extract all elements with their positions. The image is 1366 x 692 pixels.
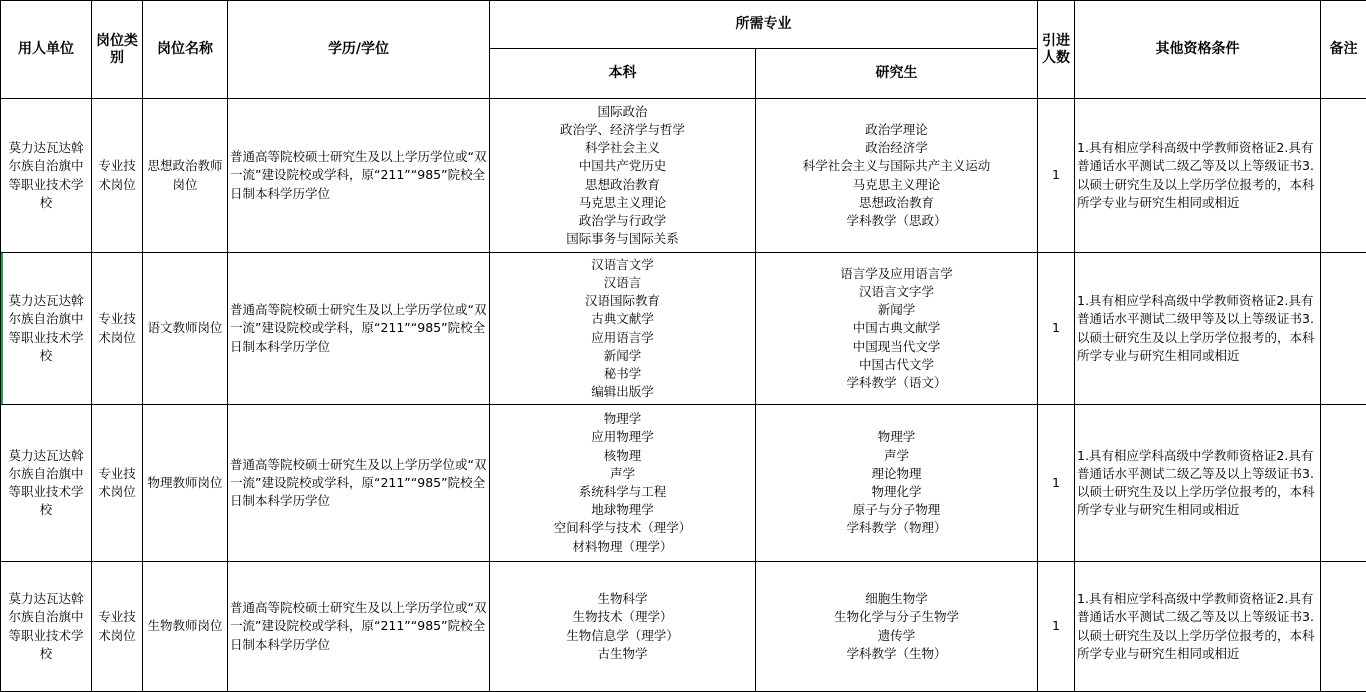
cell-unit[interactable]: 莫力达瓦达斡尔族自治旗中等职业技术学校	[1, 253, 92, 405]
cell-count[interactable]: 1	[1038, 253, 1075, 405]
major-item: 汉语言文学	[591, 256, 654, 272]
cell-remarks[interactable]	[1321, 405, 1366, 562]
major-item: 国际事务与国际关系	[566, 231, 679, 247]
header-graduate: 研究生	[756, 49, 1038, 99]
major-item: 理论物理	[871, 465, 922, 481]
cell-unit[interactable]: 莫力达瓦达斡尔族自治旗中等职业技术学校	[1, 99, 92, 253]
header-remarks: 备注	[1321, 1, 1366, 99]
major-item: 中国现当代文学	[852, 338, 941, 354]
cell-graduate[interactable]	[756, 253, 1038, 405]
table-row	[1, 253, 1366, 405]
major-item: 遗传学	[877, 627, 916, 643]
major-item: 马克思主义理论	[852, 176, 941, 192]
cell-category[interactable]: 专业技术岗位	[92, 562, 143, 692]
major-item: 古生物学	[597, 645, 648, 661]
major-item: 材料物理（理学）	[572, 538, 673, 554]
major-item: 物理学	[877, 429, 916, 445]
table-row	[1, 405, 1366, 562]
major-item: 应用物理学	[591, 429, 654, 445]
major-item: 政治学与行政学	[578, 212, 667, 228]
major-item: 编辑出版学	[591, 384, 654, 400]
major-item: 中国共产党历史	[578, 158, 667, 174]
major-item: 声学	[883, 447, 909, 463]
major-item: 政治学、经济学与哲学	[559, 121, 685, 137]
cell-unit[interactable]: 莫力达瓦达斡尔族自治旗中等职业技术学校	[1, 405, 92, 562]
cell-conditions[interactable]: 1.具有相应学科高级中学教师资格证2.具有普通话水平测试二级甲等及以上等级证书3.以硕士研究生及以上学历学位报考的，本科所学专业与研究生相同或相近	[1075, 253, 1321, 405]
table-body	[1, 99, 1366, 692]
major-item: 古典文献学	[591, 311, 654, 327]
cell-graduate[interactable]	[756, 562, 1038, 692]
cell-undergrad[interactable]	[490, 253, 756, 405]
cell-position[interactable]: 思想政治教师岗位	[143, 99, 228, 253]
major-item: 系统科学与工程	[578, 484, 667, 499]
cell-remarks[interactable]	[1321, 562, 1366, 692]
major-item: 生物技术（理学）	[572, 609, 673, 625]
major-item: 学科教学（语文）	[846, 375, 947, 390]
cell-undergrad[interactable]	[490, 562, 756, 692]
cell-count[interactable]: 1	[1038, 562, 1075, 692]
cell-remarks[interactable]	[1321, 253, 1366, 405]
cell-count[interactable]: 1	[1038, 405, 1075, 562]
major-item: 马克思主义理论	[578, 194, 667, 210]
major-item: 细胞生物学	[865, 591, 928, 607]
major-item: 物理学	[603, 411, 642, 427]
major-item: 语言学及应用语言学	[840, 265, 953, 281]
major-item: 汉语国际教育	[584, 293, 660, 309]
major-item: 中国古代文学	[858, 356, 934, 372]
major-item: 学科教学（物理）	[846, 520, 947, 536]
cell-category[interactable]: 专业技术岗位	[92, 405, 143, 562]
major-item: 生物信息学（理学）	[566, 627, 679, 643]
major-item: 中国古典文献学	[852, 320, 941, 336]
cell-conditions[interactable]: 1.具有相应学科高级中学教师资格证2.具有普通话水平测试二级乙等及以上等级证书3.以硕士研究生及以上学历学位报考的，本科所学专业与研究生相同或相近	[1075, 405, 1321, 562]
header-undergrad: 本科	[490, 49, 756, 99]
cell-graduate[interactable]	[756, 405, 1038, 562]
header-count: 引进人数	[1038, 1, 1075, 99]
major-item: 科学社会主义与国际共产主义运动	[802, 158, 991, 174]
header-category: 岗位类别	[92, 1, 143, 99]
cell-undergrad[interactable]	[490, 99, 756, 253]
major-item: 学科教学（生物）	[846, 645, 947, 661]
table-header	[1, 1, 1366, 99]
cell-undergrad[interactable]	[490, 405, 756, 562]
cell-conditions[interactable]: 1.具有相应学科高级中学教师资格证2.具有普通话水平测试二级乙等及以上等级证书3.以硕士研究生及以上学历学位报考的，本科所学专业与研究生相同或相近	[1075, 562, 1321, 692]
major-item: 国际政治	[597, 103, 648, 119]
cell-position[interactable]: 语文教师岗位	[143, 253, 228, 405]
major-item: 学科教学（思政）	[846, 212, 947, 228]
major-item: 新闻学	[877, 302, 916, 318]
major-item: 汉语言	[603, 274, 642, 290]
major-item: 新闻学	[603, 347, 642, 363]
major-item: 原子与分子物理	[852, 502, 941, 518]
cell-education[interactable]: 普通高等院校硕士研究生及以上学历学位或“双一流”建设院校或学科，原“211”“985”院校全日制本科学历学位	[228, 405, 490, 562]
cell-category[interactable]: 专业技术岗位	[92, 253, 143, 405]
cell-count[interactable]: 1	[1038, 99, 1075, 253]
header-conditions: 其他资格条件	[1075, 1, 1321, 99]
header-position: 岗位名称	[143, 1, 228, 99]
major-item: 生物化学与分子生物学	[833, 609, 959, 625]
header-majors: 所需专业	[490, 1, 1038, 49]
major-item: 汉语言文字学	[858, 283, 934, 299]
cell-unit[interactable]: 莫力达瓦达斡尔族自治旗中等职业技术学校	[1, 562, 92, 692]
cell-remarks[interactable]	[1321, 99, 1366, 253]
table-row	[1, 99, 1366, 253]
major-item: 思想政治教育	[584, 176, 660, 192]
table-row	[1, 562, 1366, 692]
major-item: 思想政治教育	[858, 194, 934, 210]
major-item: 科学社会主义	[584, 140, 660, 156]
cell-position[interactable]: 生物教师岗位	[143, 562, 228, 692]
header-education: 学历/学位	[228, 1, 490, 99]
major-item: 声学	[609, 465, 635, 481]
cell-education[interactable]: 普通高等院校硕士研究生及以上学历学位或“双一流”建设院校或学科，原“211”“985”院校全日制本科学历学位	[228, 99, 490, 253]
major-item: 空间科学与技术（理学）	[553, 520, 692, 536]
cell-graduate[interactable]	[756, 99, 1038, 253]
major-item: 地球物理学	[591, 502, 654, 518]
major-item: 政治学理论	[865, 121, 928, 137]
cell-conditions[interactable]: 1.具有相应学科高级中学教师资格证2.具有普通话水平测试二级乙等及以上等级证书3.以硕士研究生及以上学历学位报考的，本科所学专业与研究生相同或相近	[1075, 99, 1321, 253]
major-item: 核物理	[603, 447, 642, 463]
major-item: 生物科学	[597, 591, 648, 607]
header-unit: 用人单位	[1, 1, 92, 99]
cell-education[interactable]: 普通高等院校硕士研究生及以上学历学位或“双一流”建设院校或学科，原“211”“985”院校全日制本科学历学位	[228, 562, 490, 692]
cell-category[interactable]: 专业技术岗位	[92, 99, 143, 253]
major-item: 物理化学	[871, 484, 922, 499]
cell-position[interactable]: 物理教师岗位	[143, 405, 228, 562]
major-item: 应用语言学	[591, 329, 654, 345]
major-item: 秘书学	[603, 365, 642, 381]
cell-education[interactable]: 普通高等院校硕士研究生及以上学历学位或“双一流”建设院校或学科，原“211”“985”院校全日制本科学历学位	[228, 253, 490, 405]
major-item: 政治经济学	[865, 140, 928, 156]
